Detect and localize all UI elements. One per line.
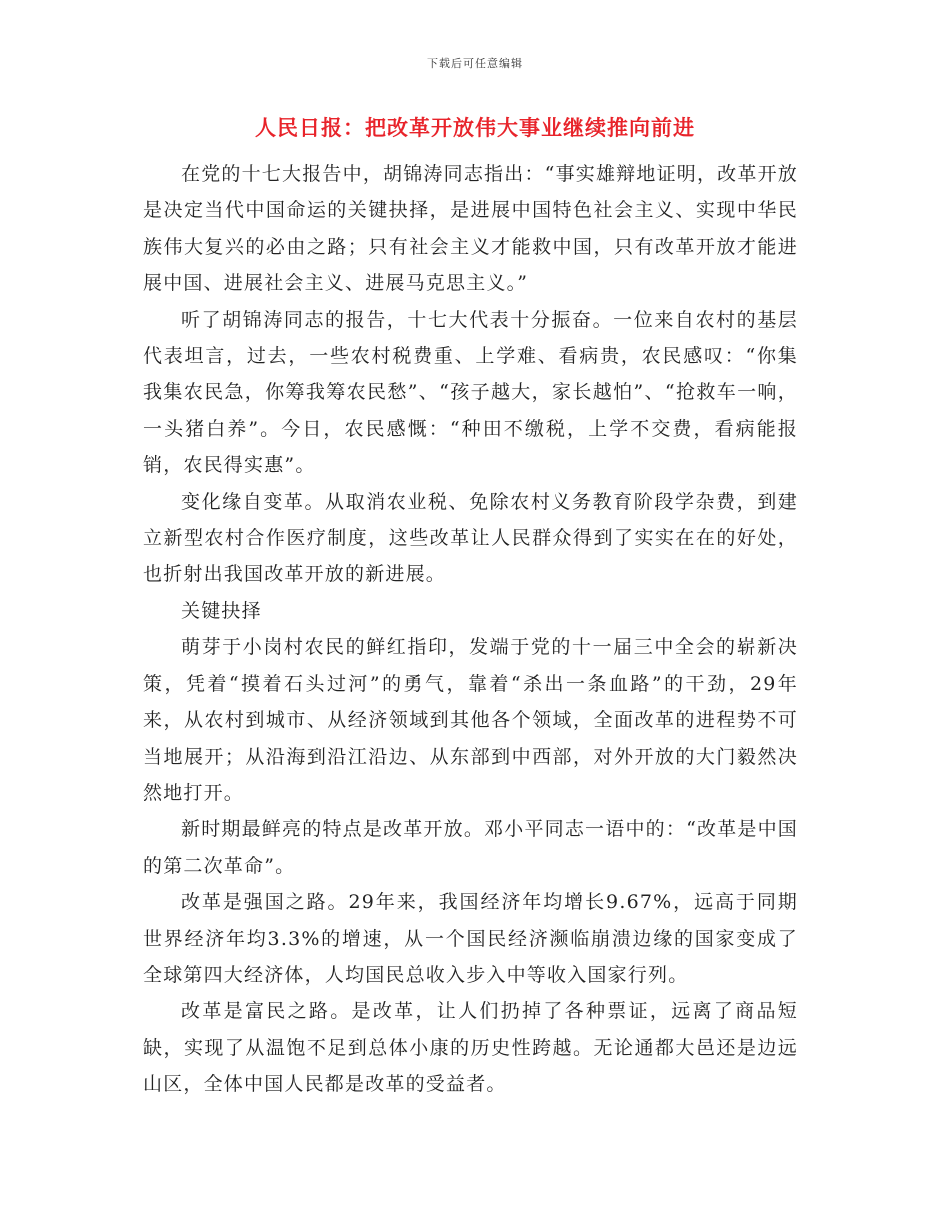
paragraph-1: 在党的十七大报告中，胡锦涛同志指出：“事实雄辩地证明，改革开放是决定当代中国命运的关键抉择，是进展中国特色社会主义、实现中华民族伟大复兴的必由之路；只有社会主义才能救中国，只有改革开放才能进展中国、进展社会主义、进展马克思主义。” xyxy=(143,163,798,295)
paragraph-6: 改革是强国之路。29年来，我国经济年均增长9.67%，远高于同期世界经济年均3.3%的增速，从一个国民经济濒临崩溃边缘的国家变成了全球第四大经济体，人均国民总收入步入中等收入国家行列。 xyxy=(143,891,798,986)
section-heading: 关键抉择 xyxy=(181,599,262,622)
paragraph-4: 萌芽于小岗村农民的鲜红指印，发端于党的十一届三中全会的崭新决策，凭着“摸着石头过河”的勇气，靠着“杀出一条血路”的干劲，29年来，从农村到城市、从经济领域到其他各个领域，全面改革的进程势不可当地展开；从沿海到沿江沿边、从东部到中西部，对外开放的大门毅然决然地打开。 xyxy=(143,636,798,804)
paragraph-5: 新时期最鲜亮的特点是改革开放。邓小平同志一语中的：“改革是中国的第二次革命”。 xyxy=(143,818,798,877)
paragraph-7: 改革是富民之路。是改革，让人们扔掉了各种票证，远离了商品短缺，实现了从温饱不足到总体小康的历史性跨越。无论通都大邑还是边远山区，全体中国人民都是改革的受益者。 xyxy=(143,1000,798,1096)
page-header-note: 下载后可任意编辑 xyxy=(427,57,523,70)
paragraph-2: 听了胡锦涛同志的报告，十七大代表十分振奋。一位来自农村的基层代表坦言，过去，一些农村税费重、上学难、看病贵，农民感叹：“你集我集农民急，你筹我筹农民愁”、“孩子越大，家长越怕”、“抢救车一响，一头猪白养”。今日，农民感慨：“种田不缴税，上学不交费，看病能报销，农民得实惠”。 xyxy=(143,308,798,477)
article-title: 人民日报：把改革开放伟大事业继续推向前进 xyxy=(255,115,695,140)
paragraph-3: 变化缘自变革。从取消农业税、免除农村义务教育阶段学杂费，到建立新型农村合作医疗制度，这些改革让人民群众得到了实实在在的好处，也折射出我国改革开放的新进展。 xyxy=(143,490,798,586)
article-body xyxy=(143,156,798,1103)
